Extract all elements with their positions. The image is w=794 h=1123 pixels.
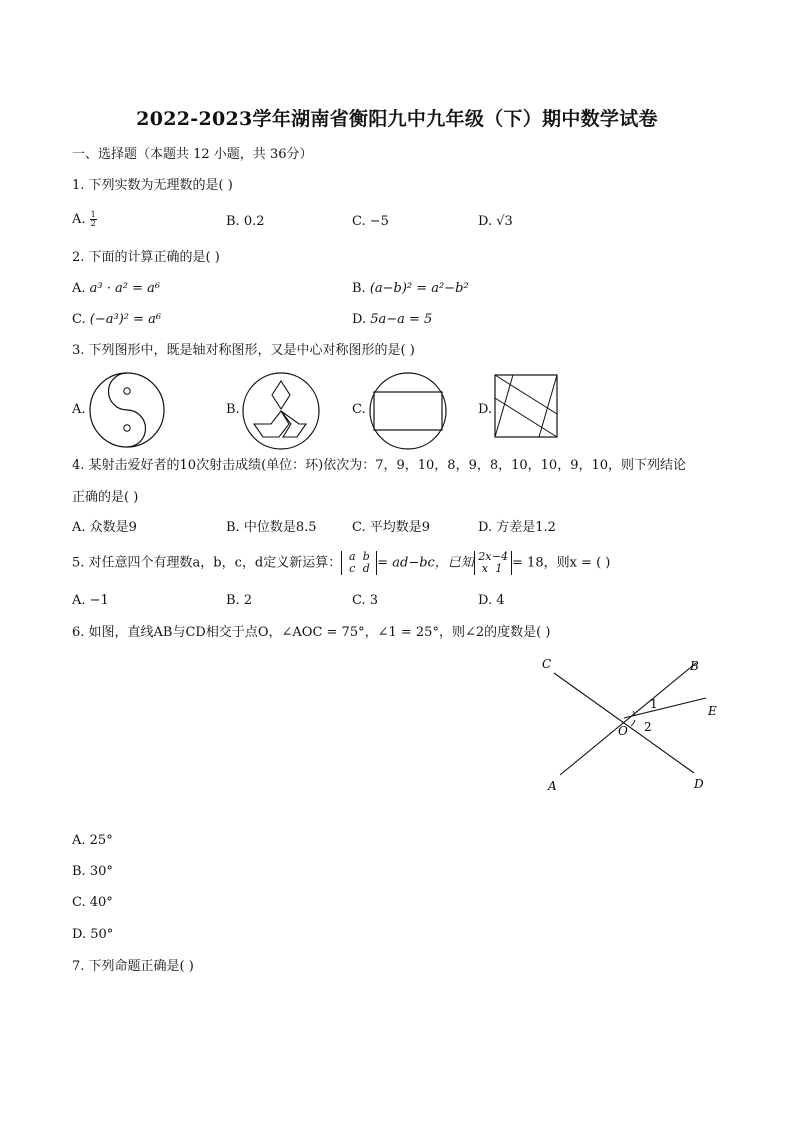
q3-option-b-label: B. — [226, 402, 240, 417]
q4-option-d: D. 方差是1.2 — [478, 520, 556, 535]
q1-fraction-denominator: 2 — [90, 219, 96, 228]
q4-option-b: B. 中位数是8.5 — [226, 520, 317, 535]
q2-option-c — [72, 311, 161, 329]
q2-option-c-value: (−a³)² = a⁶ — [89, 312, 162, 327]
q7-stem: 7. 下列命题正确是( ) — [72, 959, 194, 974]
q6-stem: 6. 如图，直线AB与CD相交于点O，∠AOC = 75°，∠1 = 25°，则∠2的度数是( ) — [72, 625, 551, 640]
angle-1-label: 1 — [650, 697, 658, 711]
det1-c: c — [349, 562, 356, 575]
q1-option-a-fraction — [90, 211, 97, 228]
angle-2-label: 2 — [644, 720, 652, 734]
q2-option-d-label: D. — [352, 312, 367, 327]
q1-option-b — [226, 213, 265, 231]
square-pattern-figure — [494, 374, 558, 438]
rectangle-in-circle-figure — [368, 371, 448, 451]
q5-determinant-definition — [341, 551, 377, 575]
q5-option-b: B. 2 — [226, 593, 253, 608]
q5-stem — [72, 551, 610, 575]
q4-option-a: A. 众数是9 — [72, 520, 137, 535]
q6-option-b: B. 30° — [72, 864, 113, 879]
q6-option-a: A. 25° — [72, 833, 113, 848]
yin-yang-figure — [88, 371, 166, 449]
q1-option-a — [72, 211, 97, 229]
q1-fraction-numerator: 1 — [90, 210, 96, 219]
q5-stem-middle: = ad−bc，已知 — [377, 555, 474, 571]
det1-d: d — [362, 562, 370, 575]
q2-option-a-value: a³ · a² = a⁶ — [89, 281, 161, 296]
section-heading: 一、选择题（本题共 12 小题，共 36分） — [72, 147, 313, 162]
q1-option-b-label: B. — [226, 214, 240, 229]
q2-option-d — [352, 311, 432, 329]
q5-stem-suffix: = 18，则x = ( ) — [512, 555, 611, 571]
q6-option-d: D. 50° — [72, 927, 114, 942]
q2-option-b — [352, 280, 469, 298]
det1-a: a — [348, 550, 356, 563]
q5-determinant-given — [474, 551, 512, 575]
q1-option-a-label: A. — [72, 212, 86, 227]
label-a: A — [548, 779, 557, 793]
q1-option-c — [352, 213, 389, 231]
det2-top-right: −4 — [491, 550, 509, 563]
q5-option-c: C. 3 — [352, 593, 379, 608]
label-c: C — [542, 657, 552, 671]
three-diamonds-figure — [241, 371, 321, 451]
q1-option-d — [478, 213, 513, 231]
ray-oe — [624, 698, 706, 718]
det1-b: b — [362, 550, 370, 563]
label-o: O — [618, 724, 628, 738]
q6-option-c: C. 40° — [72, 895, 113, 910]
q1-stem: 1. 下列实数为无理数的是( ) — [72, 178, 233, 193]
label-b: B — [690, 659, 699, 673]
q2-option-b-label: B. — [352, 281, 366, 296]
q1-option-b-value: 0.2 — [243, 214, 265, 229]
q2-option-a — [72, 280, 160, 298]
page-title: 2022-2023学年湖南省衡阳九中九年级（下）期中数学试卷 — [136, 108, 658, 130]
line-ab — [560, 663, 696, 775]
q1-option-d-value: √3 — [496, 214, 513, 229]
q1-option-d-label: D. — [478, 214, 493, 229]
q5-stem-prefix: 5. 对任意四个有理数a，b，c，d定义新运算： — [72, 555, 342, 571]
q3-stem: 3. 下列图形中，既是轴对称图形，又是中心对称图形的是( ) — [72, 343, 415, 358]
q4-stem-line1: 4. 某射击爱好者的10次射击成绩(单位：环)依次为：7，9，10，8，9，8，10，10，9，10，则下列结论 — [72, 458, 687, 473]
q2-option-d-value: 5a−a = 5 — [370, 312, 433, 327]
det2-bottom-left: x — [481, 562, 488, 575]
q5-option-a: A. −1 — [72, 593, 109, 608]
q3-option-a-label: A. — [72, 402, 86, 417]
det2-bottom-right: 1 — [495, 562, 503, 575]
q4-option-c: C. 平均数是9 — [352, 520, 431, 535]
q4-stem-line2: 正确的是( ) — [72, 490, 139, 505]
q2-option-b-value: (a−b)² = a²−b² — [369, 281, 469, 296]
intersecting-lines-figure — [530, 650, 730, 800]
label-e: E — [708, 704, 717, 718]
q1-option-c-value: −5 — [369, 214, 389, 229]
q5-option-d: D. 4 — [478, 593, 505, 608]
det2-top-left: 2x — [478, 550, 492, 563]
q1-option-c-label: C. — [352, 214, 366, 229]
q3-option-c-label: C. — [352, 402, 366, 417]
q2-option-c-label: C. — [72, 312, 86, 327]
q3-option-d-label: D. — [478, 402, 493, 417]
label-d: D — [694, 777, 704, 791]
q2-option-a-label: A. — [72, 281, 86, 296]
q2-stem: 2. 下面的计算正确的是( ) — [72, 250, 220, 265]
